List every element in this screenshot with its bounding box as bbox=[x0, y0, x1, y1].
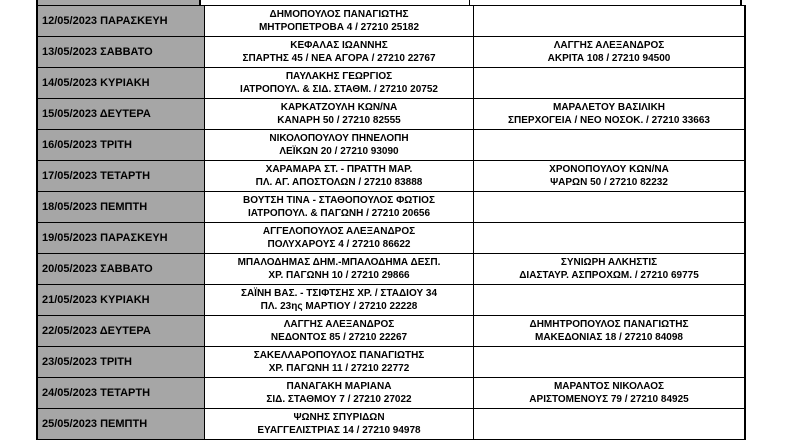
pharmacy-name: ΣΥΝΙΩΡΗ ΑΛΚΗΣΤΙΣ bbox=[560, 257, 658, 268]
pharmacy-name: ΑΓΓΕΛΟΠΟΥΛΟΣ ΑΛΕΞΑΝΔΡΟΣ bbox=[262, 226, 416, 237]
pharmacy-address: ΨΑΡΩΝ 50 / 27210 82232 bbox=[550, 177, 668, 188]
second-duty-pharmacy-cell bbox=[474, 409, 746, 440]
previous-row-stub bbox=[36, 0, 742, 5]
pharmacy-address: ΣΙΔ. ΣΤΑΘΜΟΥ 7 / 27210 27022 bbox=[266, 394, 412, 405]
duty-pharmacy-cell bbox=[205, 316, 474, 347]
pharmacy-name: ΣΑΪΝΗ ΒΑΣ. - ΤΣΙΦΤΣΗΣ ΧΡ. / ΣΤΑΔΙΟΥ 34 bbox=[240, 288, 438, 299]
pharmacy-address: ΜΗΤΡΟΠΕΤΡΟΒΑ 4 / 27210 25182 bbox=[258, 22, 420, 33]
pharmacy-address: ΔΙΑΣΤΑΥΡ. ΑΣΠΡΟΧΩΜ. / 27210 69775 bbox=[519, 270, 699, 281]
pharmacy-address: ΑΡΙΣΤΟΜΕΝΟΥΣ 79 / 27210 84925 bbox=[529, 394, 689, 405]
pharmacy-name: ΧΑΡΑΜΑΡΑ ΣΤ. - ΠΡΑΤΤΗ ΜΑΡ. bbox=[265, 164, 413, 175]
table-row bbox=[37, 37, 745, 68]
pharmacy-address: ΧΡ. ΠΑΓΩΝΗ 10 / 27210 29866 bbox=[268, 270, 410, 281]
table-row bbox=[37, 316, 745, 347]
pharmacy-name: ΚΑΡΚΑΤΖΟΥΛΗ ΚΩΝ/ΝΑ bbox=[280, 102, 398, 113]
duty-pharmacy-cell bbox=[205, 130, 474, 161]
duty-pharmacy-cell bbox=[205, 285, 474, 316]
pharmacy-address: ΠΛ. 23ης ΜΑΡΤΙΟΥ / 27210 22228 bbox=[260, 301, 418, 312]
pharmacy-name: ΧΡΟΝΟΠΟΥΛΟΥ ΚΩΝ/ΝΑ bbox=[549, 164, 669, 175]
date-cell: 19/05/2023 ΠΑΡΑΣΚΕΥΗ bbox=[37, 223, 205, 254]
second-duty-pharmacy-cell bbox=[474, 68, 746, 99]
duty-pharmacy-cell bbox=[205, 68, 474, 99]
table-row bbox=[37, 6, 745, 37]
pharmacy-name: ΝΙΚΟΛΟΠΟΥΛΟΥ ΠΗΝΕΛΟΠΗ bbox=[269, 133, 409, 144]
duty-pharmacy-cell bbox=[205, 254, 474, 285]
table-row bbox=[37, 254, 745, 285]
second-duty-pharmacy-cell bbox=[474, 285, 746, 316]
table-row bbox=[37, 68, 745, 99]
schedule-table bbox=[36, 5, 746, 440]
pharmacy-name: ΠΑΥΛΑΚΗΣ ΓΕΩΡΓΙΟΣ bbox=[285, 71, 393, 82]
pharmacy-duty-schedule bbox=[36, 0, 742, 440]
pharmacy-name: ΒΟΥΤΣΗ ΤΙΝΑ - ΣΤΑΘΟΠΟΥΛΟΣ ΦΩΤΙΟΣ bbox=[243, 195, 435, 206]
date-cell: 20/05/2023 ΣΑΒΒΑΤΟ bbox=[37, 254, 205, 285]
stub-pharmacy-cell bbox=[200, 0, 470, 5]
second-duty-pharmacy-cell bbox=[474, 254, 746, 285]
duty-pharmacy-cell bbox=[205, 6, 474, 37]
pharmacy-address: ΠΛ. ΑΓ. ΑΠΟΣΤΟΛΩΝ / 27210 83888 bbox=[255, 177, 423, 188]
date-cell: 13/05/2023 ΣΑΒΒΑΤΟ bbox=[37, 37, 205, 68]
table-row bbox=[37, 285, 745, 316]
second-duty-pharmacy-cell bbox=[474, 6, 746, 37]
duty-pharmacy-cell bbox=[205, 223, 474, 254]
second-duty-pharmacy-cell bbox=[474, 378, 746, 409]
duty-pharmacy-cell bbox=[205, 378, 474, 409]
date-cell: 23/05/2023 ΤΡΙΤΗ bbox=[37, 347, 205, 378]
duty-pharmacy-cell bbox=[205, 37, 474, 68]
date-cell: 15/05/2023 ΔΕΥΤΕΡΑ bbox=[37, 99, 205, 130]
pharmacy-address: ΙΑΤΡΟΠΟΥΛ. & ΣΙΔ. ΣΤΑΘΜ. / 27210 20752 bbox=[240, 84, 438, 95]
pharmacy-name: ΠΑΝΑΓΑΚΗ ΜΑΡΙΑΝΑ bbox=[286, 381, 392, 392]
second-duty-pharmacy-cell bbox=[474, 130, 746, 161]
table-row bbox=[37, 223, 745, 254]
date-cell: 18/05/2023 ΠΕΜΠΤΗ bbox=[37, 192, 205, 223]
second-duty-pharmacy-cell bbox=[474, 37, 746, 68]
table-row bbox=[37, 378, 745, 409]
date-cell: 16/05/2023 ΤΡΙΤΗ bbox=[37, 130, 205, 161]
table-row bbox=[37, 409, 745, 440]
duty-pharmacy-cell bbox=[205, 409, 474, 440]
pharmacy-address: ΕΥΑΓΓΕΛΙΣΤΡΙΑΣ 14 / 27210 94978 bbox=[257, 425, 421, 436]
table-row bbox=[37, 130, 745, 161]
table-row bbox=[37, 192, 745, 223]
pharmacy-name: ΨΩΝΗΣ ΣΠΥΡΙΔΩΝ bbox=[293, 412, 385, 423]
duty-pharmacy-cell bbox=[205, 99, 474, 130]
duty-pharmacy-cell bbox=[205, 161, 474, 192]
schedule-rows bbox=[37, 6, 745, 440]
table-row bbox=[37, 347, 745, 378]
pharmacy-address: ΣΠΑΡΤΗΣ 45 / ΝΕΑ ΑΓΟΡΑ / 27210 22767 bbox=[242, 53, 436, 64]
pharmacy-name: ΛΑΓΓΗΣ ΑΛΕΞΑΝΔΡΟΣ bbox=[553, 40, 665, 51]
stub-second-pharmacy-cell bbox=[470, 0, 742, 5]
pharmacy-name: ΚΕΦΑΛΑΣ ΙΩΑΝΝΗΣ bbox=[290, 40, 388, 51]
date-cell: 14/05/2023 ΚΥΡΙΑΚΗ bbox=[37, 68, 205, 99]
pharmacy-name: ΜΑΡΑΝΤΟΣ ΝΙΚΟΛΑΟΣ bbox=[553, 381, 665, 392]
second-duty-pharmacy-cell bbox=[474, 161, 746, 192]
pharmacy-name: ΔΗΜΗΤΡΟΠΟΥΛΟΣ ΠΑΝΑΓΙΩΤΗΣ bbox=[529, 319, 689, 330]
second-duty-pharmacy-cell bbox=[474, 223, 746, 254]
duty-pharmacy-cell bbox=[205, 192, 474, 223]
duty-pharmacy-cell bbox=[205, 347, 474, 378]
pharmacy-name: ΜΠΑΛΟΔΗΜΑΣ ΔΗΜ.-ΜΠΑΛΟΔΗΜΑ ΔΕΣΠ. bbox=[237, 257, 441, 268]
pharmacy-address: ΜΑΚΕΔΟΝΙΑΣ 18 / 27210 84098 bbox=[535, 332, 683, 343]
pharmacy-name: ΣΑΚΕΛΛΑΡΟΠΟΥΛΟΣ ΠΑΝΑΓΙΩΤΗΣ bbox=[253, 350, 425, 361]
pharmacy-address: ΠΟΛΥΧΑΡΟΥΣ 4 / 27210 86622 bbox=[267, 239, 411, 250]
pharmacy-name: ΛΑΓΓΗΣ ΑΛΕΞΑΝΔΡΟΣ bbox=[283, 319, 395, 330]
pharmacy-name: ΜΑΡΑΛΕΤΟΥ ΒΑΣΙΛΙΚΗ bbox=[552, 102, 666, 113]
pharmacy-address: ΚΑΝΑΡΗ 50 / 27210 82555 bbox=[277, 115, 401, 126]
pharmacy-address: ΣΠΕΡΧΟΓΕΙΑ / ΝΕΟ ΝΟΣΟΚ. / 27210 33663 bbox=[508, 115, 710, 126]
pharmacy-address: ΛΕΪΚΩΝ 20 / 27210 93090 bbox=[279, 146, 399, 157]
pharmacy-address: ΝΕΔΟΝΤΟΣ 85 / 27210 22267 bbox=[270, 332, 408, 343]
date-cell: 12/05/2023 ΠΑΡΑΣΚΕΥΗ bbox=[37, 6, 205, 37]
table-row bbox=[37, 161, 745, 192]
date-cell: 24/05/2023 ΤΕΤΑΡΤΗ bbox=[37, 378, 205, 409]
pharmacy-address: ΧΡ. ΠΑΓΩΝΗ 11 / 27210 22772 bbox=[268, 363, 410, 374]
second-duty-pharmacy-cell bbox=[474, 316, 746, 347]
date-cell: 17/05/2023 ΤΕΤΑΡΤΗ bbox=[37, 161, 205, 192]
date-cell: 22/05/2023 ΔΕΥΤΕΡΑ bbox=[37, 316, 205, 347]
second-duty-pharmacy-cell bbox=[474, 192, 746, 223]
table-row bbox=[37, 99, 745, 130]
pharmacy-address: ΑΚΡΙΤΑ 108 / 27210 94500 bbox=[547, 53, 671, 64]
stub-date-cell bbox=[36, 0, 200, 5]
date-cell: 21/05/2023 ΚΥΡΙΑΚΗ bbox=[37, 285, 205, 316]
second-duty-pharmacy-cell bbox=[474, 347, 746, 378]
second-duty-pharmacy-cell bbox=[474, 99, 746, 130]
date-cell: 25/05/2023 ΠΕΜΠΤΗ bbox=[37, 409, 205, 440]
pharmacy-address: ΙΑΤΡΟΠΟΥΛ. & ΠΑΓΩΝΗ / 27210 20656 bbox=[247, 208, 431, 219]
pharmacy-name: ΔΗΜΟΠΟΥΛΟΣ ΠΑΝΑΓΙΩΤΗΣ bbox=[269, 9, 409, 20]
